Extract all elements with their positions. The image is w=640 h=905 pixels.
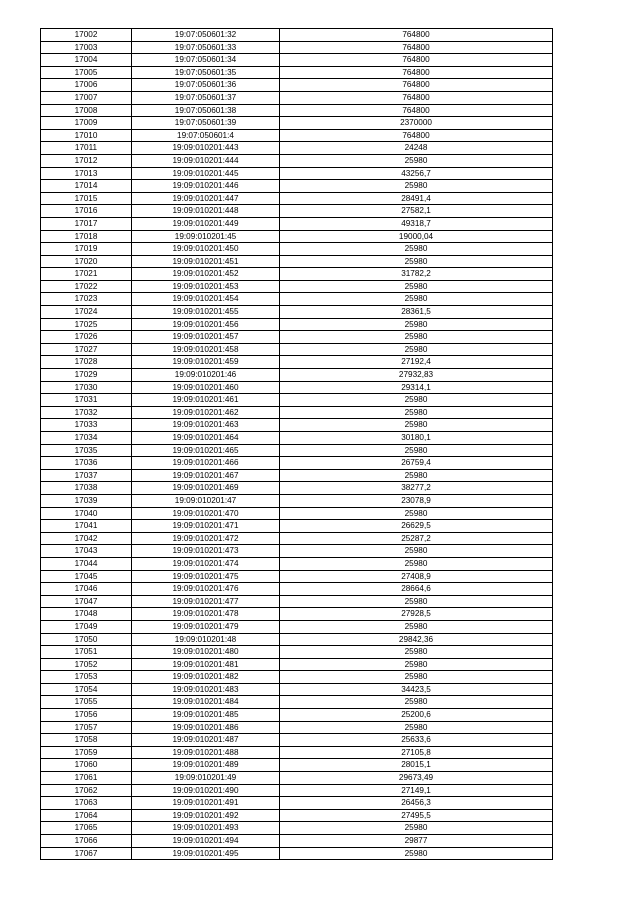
cadastral-number-cell: 19:09:010201:489	[132, 759, 280, 772]
table-row	[41, 772, 553, 785]
value-cell: 29314,1	[280, 381, 553, 394]
row-number-cell: 17035	[41, 444, 132, 457]
cadastral-number-cell: 19:07:050601:32	[132, 29, 280, 42]
table-row	[41, 696, 553, 709]
row-number-cell: 17002	[41, 29, 132, 42]
row-number-cell: 17054	[41, 683, 132, 696]
table-row	[41, 41, 553, 54]
table-row	[41, 154, 553, 167]
row-number-cell: 17019	[41, 243, 132, 256]
row-number-cell: 17023	[41, 293, 132, 306]
cadastral-number-cell: 19:09:010201:477	[132, 595, 280, 608]
cadastral-number-cell: 19:07:050601:4	[132, 129, 280, 142]
row-number-cell: 17024	[41, 306, 132, 319]
row-number-cell: 17029	[41, 369, 132, 382]
cadastral-number-cell: 19:07:050601:35	[132, 66, 280, 79]
table-row	[41, 583, 553, 596]
cadastral-number-cell: 19:09:010201:452	[132, 268, 280, 281]
row-number-cell: 17040	[41, 507, 132, 520]
cadastral-number-cell: 19:09:010201:475	[132, 570, 280, 583]
table-row	[41, 671, 553, 684]
cadastral-number-cell: 19:07:050601:34	[132, 54, 280, 67]
value-cell: 30180,1	[280, 432, 553, 445]
cadastral-number-cell: 19:07:050601:33	[132, 41, 280, 54]
row-number-cell: 17050	[41, 633, 132, 646]
cadastral-number-cell: 19:09:010201:448	[132, 205, 280, 218]
value-cell: 25980	[280, 469, 553, 482]
value-cell: 25980	[280, 243, 553, 256]
table-row	[41, 268, 553, 281]
cadastral-number-cell: 19:09:010201:463	[132, 419, 280, 432]
row-number-cell: 17025	[41, 318, 132, 331]
row-number-cell: 17049	[41, 620, 132, 633]
cadastral-number-cell: 19:09:010201:460	[132, 381, 280, 394]
value-cell: 764800	[280, 41, 553, 54]
row-number-cell: 17013	[41, 167, 132, 180]
value-cell: 26759,4	[280, 457, 553, 470]
cadastral-number-cell: 19:09:010201:467	[132, 469, 280, 482]
row-number-cell: 17042	[41, 532, 132, 545]
table-row	[41, 280, 553, 293]
value-cell: 26629,5	[280, 520, 553, 533]
table-row	[41, 847, 553, 860]
table-row	[41, 469, 553, 482]
value-cell: 29842,36	[280, 633, 553, 646]
row-number-cell: 17012	[41, 154, 132, 167]
cadastral-number-cell: 19:09:010201:480	[132, 646, 280, 659]
cadastral-number-cell: 19:09:010201:455	[132, 306, 280, 319]
value-cell: 27149,1	[280, 784, 553, 797]
value-cell: 25980	[280, 331, 553, 344]
row-number-cell: 17048	[41, 608, 132, 621]
cadastral-number-cell: 19:09:010201:473	[132, 545, 280, 558]
table-row	[41, 646, 553, 659]
row-number-cell: 17003	[41, 41, 132, 54]
row-number-cell: 17010	[41, 129, 132, 142]
row-number-cell: 17007	[41, 91, 132, 104]
cadastral-number-cell: 19:09:010201:471	[132, 520, 280, 533]
table-row	[41, 180, 553, 193]
cadastral-number-cell: 19:09:010201:478	[132, 608, 280, 621]
row-number-cell: 17028	[41, 356, 132, 369]
value-cell: 25980	[280, 545, 553, 558]
value-cell: 27932,83	[280, 369, 553, 382]
row-number-cell: 17041	[41, 520, 132, 533]
value-cell: 2370000	[280, 117, 553, 130]
row-number-cell: 17063	[41, 797, 132, 810]
row-number-cell: 17043	[41, 545, 132, 558]
cadastral-number-cell: 19:09:010201:443	[132, 142, 280, 155]
row-number-cell: 17033	[41, 419, 132, 432]
table-row	[41, 507, 553, 520]
cadastral-value-table	[40, 28, 553, 860]
row-number-cell: 17031	[41, 394, 132, 407]
value-cell: 25980	[280, 620, 553, 633]
cadastral-number-cell: 19:09:010201:484	[132, 696, 280, 709]
cadastral-number-cell: 19:09:010201:454	[132, 293, 280, 306]
table-row	[41, 129, 553, 142]
table-row	[41, 117, 553, 130]
table-row	[41, 318, 553, 331]
row-number-cell: 17036	[41, 457, 132, 470]
table-row	[41, 356, 553, 369]
cadastral-number-cell: 19:09:010201:45	[132, 230, 280, 243]
table-row	[41, 419, 553, 432]
row-number-cell: 17059	[41, 746, 132, 759]
row-number-cell: 17052	[41, 658, 132, 671]
cadastral-number-cell: 19:09:010201:47	[132, 494, 280, 507]
row-number-cell: 17058	[41, 734, 132, 747]
value-cell: 764800	[280, 66, 553, 79]
cadastral-number-cell: 19:09:010201:457	[132, 331, 280, 344]
value-cell: 25980	[280, 406, 553, 419]
table-row	[41, 797, 553, 810]
cadastral-number-cell: 19:09:010201:476	[132, 583, 280, 596]
table-row	[41, 432, 553, 445]
cadastral-number-cell: 19:09:010201:464	[132, 432, 280, 445]
table-row	[41, 620, 553, 633]
table-row	[41, 406, 553, 419]
cadastral-number-cell: 19:09:010201:445	[132, 167, 280, 180]
table-row	[41, 683, 553, 696]
table-row	[41, 759, 553, 772]
value-cell: 25980	[280, 721, 553, 734]
value-cell: 764800	[280, 91, 553, 104]
table-row	[41, 545, 553, 558]
cadastral-number-cell: 19:09:010201:470	[132, 507, 280, 520]
row-number-cell: 17030	[41, 381, 132, 394]
table-row	[41, 91, 553, 104]
row-number-cell: 17008	[41, 104, 132, 117]
cadastral-number-cell: 19:09:010201:466	[132, 457, 280, 470]
value-cell: 31782,2	[280, 268, 553, 281]
table-row	[41, 306, 553, 319]
row-number-cell: 17037	[41, 469, 132, 482]
table-row	[41, 444, 553, 457]
cadastral-number-cell: 19:09:010201:449	[132, 217, 280, 230]
value-cell: 27928,5	[280, 608, 553, 621]
table-row	[41, 658, 553, 671]
table-row	[41, 255, 553, 268]
cadastral-number-cell: 19:07:050601:39	[132, 117, 280, 130]
value-cell: 25980	[280, 180, 553, 193]
table-row	[41, 192, 553, 205]
table-row	[41, 394, 553, 407]
row-number-cell: 17009	[41, 117, 132, 130]
row-number-cell: 17032	[41, 406, 132, 419]
cadastral-number-cell: 19:09:010201:451	[132, 255, 280, 268]
table-row	[41, 217, 553, 230]
value-cell: 27582,1	[280, 205, 553, 218]
table-row	[41, 746, 553, 759]
table-row	[41, 709, 553, 722]
value-cell: 25287,2	[280, 532, 553, 545]
cadastral-number-cell: 19:09:010201:458	[132, 343, 280, 356]
cadastral-number-cell: 19:09:010201:492	[132, 809, 280, 822]
row-number-cell: 17014	[41, 180, 132, 193]
value-cell: 25980	[280, 557, 553, 570]
table-row	[41, 54, 553, 67]
value-cell: 25980	[280, 280, 553, 293]
table-body	[41, 29, 553, 860]
table-row	[41, 482, 553, 495]
value-cell: 28361,5	[280, 306, 553, 319]
cadastral-number-cell: 19:09:010201:456	[132, 318, 280, 331]
row-number-cell: 17016	[41, 205, 132, 218]
value-cell: 25980	[280, 318, 553, 331]
cadastral-number-cell: 19:07:050601:38	[132, 104, 280, 117]
value-cell: 25980	[280, 595, 553, 608]
row-number-cell: 17061	[41, 772, 132, 785]
table-row	[41, 595, 553, 608]
row-number-cell: 17004	[41, 54, 132, 67]
value-cell: 34423,5	[280, 683, 553, 696]
value-cell: 764800	[280, 54, 553, 67]
table-row	[41, 79, 553, 92]
value-cell: 25980	[280, 646, 553, 659]
cadastral-number-cell: 19:09:010201:472	[132, 532, 280, 545]
row-number-cell: 17020	[41, 255, 132, 268]
value-cell: 25980	[280, 293, 553, 306]
table-row	[41, 734, 553, 747]
row-number-cell: 17005	[41, 66, 132, 79]
table-row	[41, 29, 553, 42]
value-cell: 28664,6	[280, 583, 553, 596]
cadastral-number-cell: 19:09:010201:469	[132, 482, 280, 495]
cadastral-number-cell: 19:09:010201:447	[132, 192, 280, 205]
row-number-cell: 17026	[41, 331, 132, 344]
table-row	[41, 205, 553, 218]
cadastral-number-cell: 19:09:010201:459	[132, 356, 280, 369]
table-row	[41, 570, 553, 583]
row-number-cell: 17022	[41, 280, 132, 293]
row-number-cell: 17056	[41, 709, 132, 722]
table-row	[41, 66, 553, 79]
table-row	[41, 293, 553, 306]
value-cell: 25980	[280, 847, 553, 860]
row-number-cell: 17064	[41, 809, 132, 822]
value-cell: 27408,9	[280, 570, 553, 583]
value-cell: 49318,7	[280, 217, 553, 230]
table-row	[41, 381, 553, 394]
value-cell: 27192,4	[280, 356, 553, 369]
value-cell: 28015,1	[280, 759, 553, 772]
row-number-cell: 17039	[41, 494, 132, 507]
value-cell: 764800	[280, 129, 553, 142]
table-row	[41, 835, 553, 848]
row-number-cell: 17015	[41, 192, 132, 205]
value-cell: 25980	[280, 507, 553, 520]
table-row	[41, 608, 553, 621]
value-cell: 29673,49	[280, 772, 553, 785]
cadastral-number-cell: 19:09:010201:495	[132, 847, 280, 860]
value-cell: 25980	[280, 444, 553, 457]
value-cell: 24248	[280, 142, 553, 155]
cadastral-number-cell: 19:09:010201:48	[132, 633, 280, 646]
row-number-cell: 17066	[41, 835, 132, 848]
cadastral-number-cell: 19:09:010201:453	[132, 280, 280, 293]
row-number-cell: 17045	[41, 570, 132, 583]
row-number-cell: 17018	[41, 230, 132, 243]
row-number-cell: 17044	[41, 557, 132, 570]
cadastral-number-cell: 19:09:010201:481	[132, 658, 280, 671]
table-row	[41, 243, 553, 256]
cadastral-number-cell: 19:09:010201:488	[132, 746, 280, 759]
table-row	[41, 369, 553, 382]
row-number-cell: 17017	[41, 217, 132, 230]
cadastral-number-cell: 19:09:010201:461	[132, 394, 280, 407]
row-number-cell: 17034	[41, 432, 132, 445]
cadastral-number-cell: 19:09:010201:479	[132, 620, 280, 633]
table-row	[41, 331, 553, 344]
value-cell: 25980	[280, 255, 553, 268]
value-cell: 27105,8	[280, 746, 553, 759]
value-cell: 25980	[280, 394, 553, 407]
value-cell: 25980	[280, 154, 553, 167]
table-row	[41, 784, 553, 797]
cadastral-number-cell: 19:09:010201:446	[132, 180, 280, 193]
cadastral-number-cell: 19:09:010201:487	[132, 734, 280, 747]
table-row	[41, 532, 553, 545]
table-row	[41, 230, 553, 243]
row-number-cell: 17006	[41, 79, 132, 92]
table-row	[41, 343, 553, 356]
row-number-cell: 17021	[41, 268, 132, 281]
cadastral-number-cell: 19:09:010201:444	[132, 154, 280, 167]
value-cell: 25980	[280, 419, 553, 432]
cadastral-number-cell: 19:07:050601:37	[132, 91, 280, 104]
table-row	[41, 633, 553, 646]
table-row	[41, 457, 553, 470]
table-row	[41, 494, 553, 507]
value-cell: 26456,3	[280, 797, 553, 810]
value-cell: 25200,6	[280, 709, 553, 722]
row-number-cell: 17051	[41, 646, 132, 659]
cadastral-number-cell: 19:09:010201:482	[132, 671, 280, 684]
cadastral-number-cell: 19:09:010201:474	[132, 557, 280, 570]
cadastral-number-cell: 19:09:010201:49	[132, 772, 280, 785]
row-number-cell: 17062	[41, 784, 132, 797]
cadastral-number-cell: 19:09:010201:491	[132, 797, 280, 810]
row-number-cell: 17053	[41, 671, 132, 684]
table-row	[41, 822, 553, 835]
cadastral-number-cell: 19:09:010201:450	[132, 243, 280, 256]
value-cell: 19000,04	[280, 230, 553, 243]
table-row	[41, 520, 553, 533]
value-cell: 25633,6	[280, 734, 553, 747]
cadastral-number-cell: 19:09:010201:493	[132, 822, 280, 835]
value-cell: 25980	[280, 822, 553, 835]
value-cell: 25980	[280, 696, 553, 709]
cadastral-number-cell: 19:09:010201:486	[132, 721, 280, 734]
value-cell: 764800	[280, 79, 553, 92]
row-number-cell: 17057	[41, 721, 132, 734]
value-cell: 764800	[280, 29, 553, 42]
cadastral-number-cell: 19:09:010201:465	[132, 444, 280, 457]
table-row	[41, 142, 553, 155]
row-number-cell: 17047	[41, 595, 132, 608]
row-number-cell: 17046	[41, 583, 132, 596]
value-cell: 27495,5	[280, 809, 553, 822]
value-cell: 23078,9	[280, 494, 553, 507]
value-cell: 43256,7	[280, 167, 553, 180]
cadastral-number-cell: 19:09:010201:494	[132, 835, 280, 848]
table-row	[41, 809, 553, 822]
value-cell: 25980	[280, 658, 553, 671]
cadastral-number-cell: 19:09:010201:485	[132, 709, 280, 722]
cadastral-number-cell: 19:07:050601:36	[132, 79, 280, 92]
row-number-cell: 17011	[41, 142, 132, 155]
value-cell: 28491,4	[280, 192, 553, 205]
value-cell: 25980	[280, 343, 553, 356]
row-number-cell: 17027	[41, 343, 132, 356]
table-row	[41, 721, 553, 734]
value-cell: 764800	[280, 104, 553, 117]
row-number-cell: 17060	[41, 759, 132, 772]
cadastral-number-cell: 19:09:010201:483	[132, 683, 280, 696]
value-cell: 25980	[280, 671, 553, 684]
cadastral-number-cell: 19:09:010201:490	[132, 784, 280, 797]
row-number-cell: 17065	[41, 822, 132, 835]
value-cell: 29877	[280, 835, 553, 848]
cadastral-number-cell: 19:09:010201:46	[132, 369, 280, 382]
row-number-cell: 17038	[41, 482, 132, 495]
table-row	[41, 167, 553, 180]
table-row	[41, 557, 553, 570]
cadastral-number-cell: 19:09:010201:462	[132, 406, 280, 419]
value-cell: 38277,2	[280, 482, 553, 495]
row-number-cell: 17055	[41, 696, 132, 709]
row-number-cell: 17067	[41, 847, 132, 860]
table-row	[41, 104, 553, 117]
